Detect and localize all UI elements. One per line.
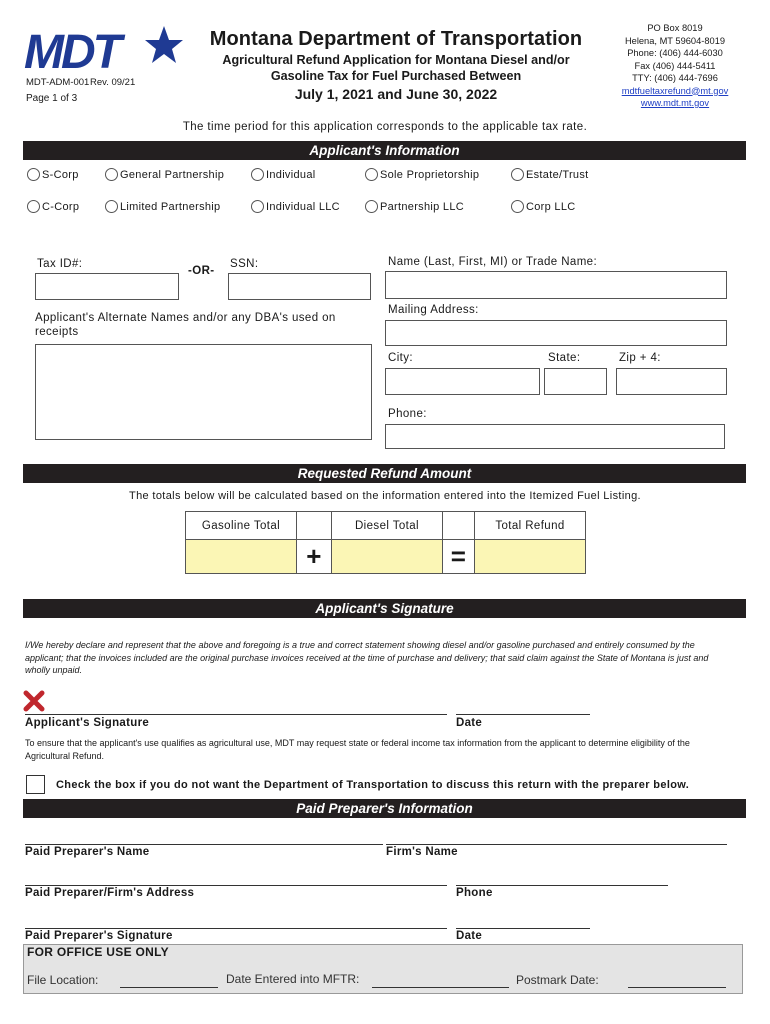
subtitle-line-2: Gasoline Tax for Fuel Purchased Between (270, 68, 522, 83)
preparer-phone-label: Phone (456, 887, 493, 899)
alt-names-input[interactable] (35, 344, 372, 440)
mdt-logo (24, 24, 184, 74)
contact-city: Helena, MT 59604-8019 (624, 35, 726, 46)
or-label: -OR- (188, 265, 215, 277)
tax-id-label: Tax ID#: (37, 258, 83, 270)
radio-label: Individual (266, 168, 316, 181)
radio-label: Sole Proprietorship (380, 168, 480, 181)
postmark-label: Postmark Date: (516, 973, 599, 987)
phone-input[interactable] (385, 424, 725, 449)
plus-sign: + (297, 540, 332, 574)
preparer-date-line[interactable] (456, 928, 590, 929)
office-use-title: FOR OFFICE USE ONLY (27, 945, 169, 959)
radio-circle[interactable] (365, 200, 378, 213)
spacer-cell (443, 512, 475, 540)
radio-label: Partnership LLC (380, 200, 464, 213)
radio-circle[interactable] (27, 200, 40, 213)
preparer-name-line[interactable] (25, 844, 383, 845)
subtitle-line-1: Agricultural Refund Application for Montana Diesel and/or (222, 53, 570, 67)
no-discuss-label: Check the box if you do not want the Department of Transportation to discuss this return with the preparer below. (56, 779, 690, 791)
total-refund-field[interactable] (475, 540, 586, 574)
applicant-signature-label: Applicant's Signature (25, 717, 150, 729)
preparer-date-label: Date (456, 930, 483, 942)
declaration-text: I/We hereby declare and represent that the above and foregoing is a true and correct statement showing diesel and/or gasoline purchased and entirely consumed by the applicant; that the invoices included are the original purchase invoices received at the time of purchase and delivery; that said claim against the State of Montana is just and wholly unpaid. (25, 640, 709, 675)
name-input[interactable] (385, 271, 727, 299)
section-applicant-info: Applicant's Information (23, 141, 746, 160)
radio-partnership-llc[interactable] (365, 200, 464, 213)
mailing-address-input[interactable] (385, 320, 727, 346)
section-applicant-signature: Applicant's Signature (23, 599, 746, 618)
city-label: City: (388, 352, 413, 364)
contact-tty: TTY: (406) 444-7696 (632, 73, 718, 83)
applicant-signature-line[interactable] (25, 714, 447, 715)
gasoline-total-header: Gasoline Total (186, 512, 297, 540)
state-input[interactable] (544, 368, 607, 395)
zip-input[interactable] (616, 368, 727, 395)
ensure-note: To ensure that the applicant's use qualifies as agricultural use, MDT may request state or federal income tax information from the applicant to determine eligibility of the Agricultural Refund. (25, 738, 690, 761)
radio-general-partnership[interactable] (105, 168, 224, 181)
radio-s-corp[interactable] (27, 168, 79, 181)
city-input[interactable] (385, 368, 540, 395)
radio-corp-llc[interactable] (511, 200, 575, 213)
form-subtitle (196, 53, 596, 84)
tax-id-input[interactable] (35, 273, 179, 300)
gasoline-total-field[interactable] (186, 540, 297, 574)
radio-sole-proprietorship[interactable] (365, 168, 479, 181)
applicant-date-line[interactable] (456, 714, 590, 715)
po-box: PO Box 8019 (647, 23, 703, 33)
radio-limited-partnership[interactable] (105, 200, 220, 213)
radio-individual[interactable] (251, 168, 315, 181)
radio-circle[interactable] (251, 168, 264, 181)
state-label: State: (548, 352, 581, 364)
applicant-date-label: Date (456, 717, 483, 729)
sign-here-icon (23, 690, 45, 717)
section-requested-refund: Requested Refund Amount (23, 464, 746, 483)
date-entered-label: Date Entered into MFTR: (226, 972, 360, 986)
preparer-signature-line[interactable] (25, 928, 447, 929)
radio-circle[interactable] (251, 200, 264, 213)
alt-names-label: Applicant's Alternate Names and/or any DBA's used on receipts (35, 312, 336, 338)
preparer-address-line[interactable] (25, 885, 447, 886)
mailing-label: Mailing Address: (388, 304, 479, 316)
ssn-label: SSN: (230, 258, 259, 270)
preparer-address-label: Paid Preparer/Firm's Address (25, 887, 195, 899)
firm-name-line[interactable] (386, 844, 727, 845)
zip-label: Zip + 4: (619, 352, 661, 364)
file-location-line[interactable] (120, 987, 218, 988)
contact-fax: Fax (406) 444-5411 (634, 60, 716, 71)
radio-circle[interactable] (511, 168, 524, 181)
radio-c-corp[interactable] (27, 200, 79, 213)
radio-label: Limited Partnership (120, 200, 221, 213)
firm-name-label: Firm's Name (386, 846, 458, 858)
period-dates: July 1, 2021 and June 30, 2022 (294, 86, 498, 102)
radio-circle[interactable] (27, 168, 40, 181)
refund-note: The totals below will be calculated based on the information entered into the Itemized Fuel Listing. (129, 490, 641, 502)
phone-label: Phone: (388, 408, 427, 420)
spacer-cell (297, 512, 332, 540)
radio-label: Individual LLC (266, 200, 340, 213)
page-number: Page 1 of 3 (26, 93, 78, 104)
preparer-phone-line[interactable] (456, 885, 668, 886)
radio-circle[interactable] (105, 168, 118, 181)
radio-label: Corp LLC (526, 200, 576, 213)
equals-sign: = (443, 540, 475, 574)
total-refund-header: Total Refund (475, 512, 586, 540)
star-icon (145, 26, 183, 63)
name-label: Name (Last, First, MI) or Trade Name: (388, 256, 598, 268)
radio-circle[interactable] (365, 168, 378, 181)
radio-label: General Partnership (120, 168, 225, 181)
revision: Rev. 09/21 (90, 77, 136, 88)
ssn-input[interactable] (228, 273, 371, 300)
contact-phone: Phone: (406) 444-6030 (627, 48, 723, 58)
website-link[interactable]: www.mdt.mt.gov (640, 98, 710, 108)
preparer-name-label: Paid Preparer's Name (25, 846, 150, 858)
date-entered-line[interactable] (372, 987, 509, 988)
radio-label: Estate/Trust (526, 168, 589, 181)
section-paid-preparer: Paid Preparer's Information (23, 799, 746, 818)
radio-individual-llc[interactable] (251, 200, 340, 213)
file-location-label: File Location: (27, 973, 99, 987)
form-id: MDT-ADM-001 (26, 77, 90, 88)
radio-estate-trust[interactable] (511, 168, 589, 181)
radio-circle[interactable] (105, 200, 118, 213)
period-note: The time period for this application corresponds to the applicable tax rate. (182, 121, 588, 133)
radio-label: C-Corp (42, 200, 80, 213)
email-link[interactable]: mdtfueltaxrefund@mt.gov (621, 85, 729, 96)
diesel-total-header: Diesel Total (332, 512, 443, 540)
refund-table (185, 511, 586, 574)
radio-circle[interactable] (511, 200, 524, 213)
diesel-total-field[interactable] (332, 540, 443, 574)
logo-text: MDT (24, 26, 119, 74)
page-title: Montana Department of Transportation (209, 28, 583, 50)
radio-label: S-Corp (42, 168, 79, 181)
postmark-line[interactable] (628, 987, 726, 988)
preparer-signature-label: Paid Preparer's Signature (25, 930, 173, 942)
contact-block (600, 22, 750, 110)
no-discuss-checkbox[interactable] (26, 775, 45, 794)
